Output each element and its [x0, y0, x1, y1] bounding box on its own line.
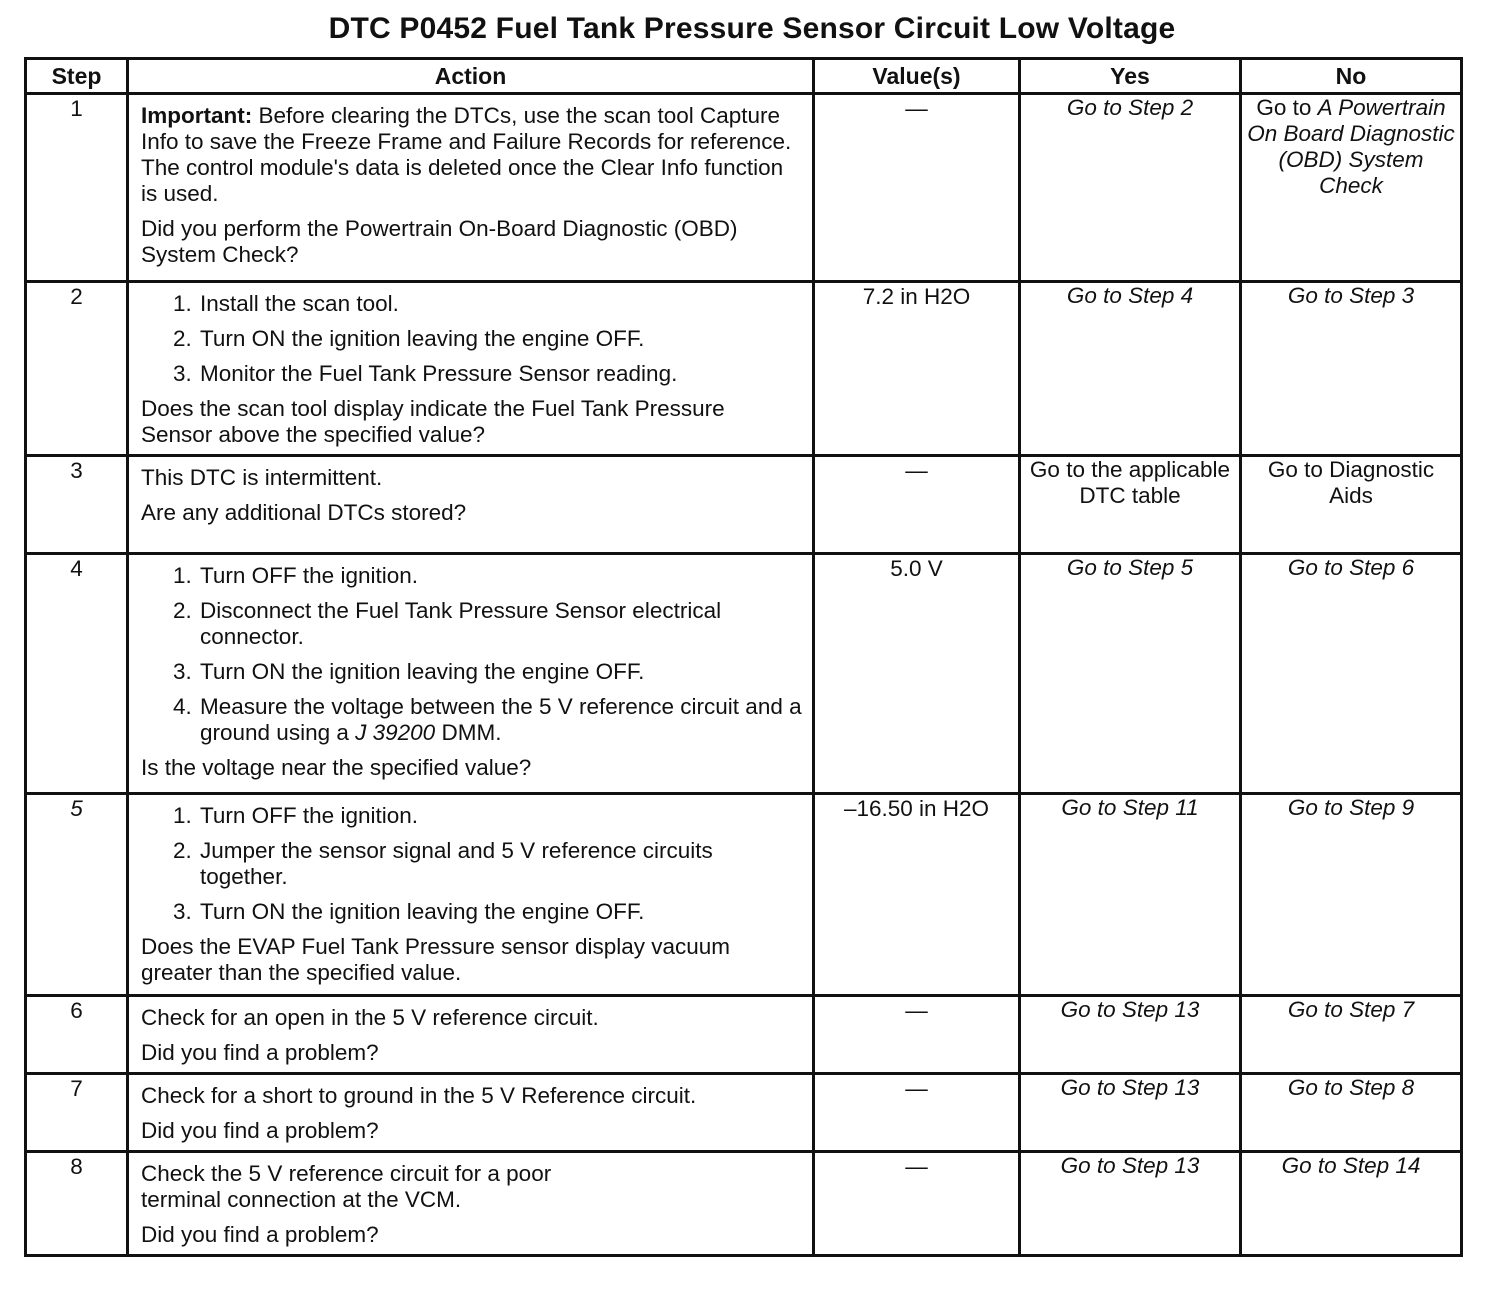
action-text: This DTC is intermittent.: [141, 465, 383, 490]
value-cell: 7.2 in H2O: [814, 282, 1020, 456]
action-text: Check for an open in the 5 V reference circuit.: [141, 1005, 599, 1030]
page-title: DTC P0452 Fuel Tank Pressure Sensor Circuit Low Voltage: [328, 12, 1176, 45]
step-number: 1: [26, 94, 128, 282]
step-number: 6: [26, 996, 128, 1074]
step-number: 3: [26, 456, 128, 554]
action-item-text: Measure the voltage between the 5 V reference circuit and a ground using a: [200, 694, 802, 745]
action-item: 1. Turn OFF the ignition.: [198, 803, 802, 829]
value-cell: —: [814, 996, 1020, 1074]
diagnostic-table: [24, 57, 1463, 1257]
no-cell: Go to Step 8: [1241, 1074, 1462, 1152]
important-label: Important:: [141, 103, 253, 128]
important-note: [141, 103, 802, 207]
column-header-action: Action: [128, 59, 814, 94]
yes-cell: Go to Step 13: [1020, 1074, 1241, 1152]
action-question: Does the scan tool display indicate the Fuel Tank Pressure Sensor above the specified value?: [141, 396, 725, 447]
header-row: [26, 59, 1462, 94]
yes-cell: Go to Step 5: [1020, 554, 1241, 794]
yes-cell: Go to Step 13: [1020, 1152, 1241, 1256]
no-cell: Go to Step 7: [1241, 996, 1462, 1074]
action-text: Check for a short to ground in the 5 V Reference circuit.: [141, 1083, 697, 1108]
action-cell: [128, 1152, 814, 1256]
value-cell: 5.0 V: [814, 554, 1020, 794]
action-cell: [128, 794, 814, 996]
table-row: [26, 1074, 1462, 1152]
action-item: 1. Turn OFF the ignition.: [198, 563, 802, 589]
action-item: 2. Jumper the sensor signal and 5 V reference circuits together.: [198, 838, 802, 890]
yes-cell: Go to the applicable DTC table: [1020, 456, 1241, 554]
action-item: 1. Install the scan tool.: [198, 291, 802, 317]
action-cell: [128, 94, 814, 282]
table-row: [26, 794, 1462, 996]
step-number: 2: [26, 282, 128, 456]
action-cell: [128, 554, 814, 794]
yes-cell: Go to Step 13: [1020, 996, 1241, 1074]
action-cell: [128, 1074, 814, 1152]
value-cell: —: [814, 1152, 1020, 1256]
action-question: Did you find a problem?: [141, 1040, 379, 1065]
action-item: [198, 694, 802, 746]
table-row: [26, 456, 1462, 554]
tool-name: J 39200: [355, 720, 436, 745]
action-question: Is the voltage near the specified value?: [141, 755, 532, 780]
action-list: [141, 563, 802, 746]
value-cell: –16.50 in H2O: [814, 794, 1020, 996]
action-question: Are any additional DTCs stored?: [141, 500, 467, 525]
action-item: 2. Disconnect the Fuel Tank Pressure Sensor electrical connector.: [198, 598, 802, 650]
table-row: [26, 1152, 1462, 1256]
action-cell: [128, 456, 814, 554]
action-cell: [128, 282, 814, 456]
action-item: 2. Turn ON the ignition leaving the engine OFF.: [198, 326, 802, 352]
step-number: 8: [26, 1152, 128, 1256]
no-prefix: Go to: [1256, 95, 1318, 120]
action-item: 3. Turn ON the ignition leaving the engine OFF.: [198, 899, 802, 925]
action-list: [141, 803, 802, 925]
no-cell: Go to Diagnostic Aids: [1241, 456, 1462, 554]
action-cell: [128, 996, 814, 1074]
no-cell: [1241, 94, 1462, 282]
action-item: 3. Monitor the Fuel Tank Pressure Sensor reading.: [198, 361, 802, 387]
step-number: 7: [26, 1074, 128, 1152]
action-question: Does the EVAP Fuel Tank Pressure sensor display vacuum greater than the specified value.: [141, 934, 731, 985]
yes-cell: Go to Step 2: [1020, 94, 1241, 282]
no-italic-link: A Powertrain On Board Diagnostic (OBD) System Check: [1247, 95, 1455, 198]
column-header-no: No: [1241, 59, 1462, 94]
action-text: Check the 5 V reference circuit for a poor terminal connection at the VCM.: [141, 1161, 552, 1212]
no-cell: Go to Step 6: [1241, 554, 1462, 794]
yes-cell: Go to Step 11: [1020, 794, 1241, 996]
column-header-values: Value(s): [814, 59, 1020, 94]
action-item: 3. Turn ON the ignition leaving the engine OFF.: [198, 659, 802, 685]
action-question: Did you find a problem?: [141, 1118, 379, 1143]
step-number: 4: [26, 554, 128, 794]
column-header-yes: Yes: [1020, 59, 1241, 94]
table-row: [26, 996, 1462, 1074]
table-row: [26, 554, 1462, 794]
step-number: 5: [26, 794, 128, 996]
no-cell: Go to Step 3: [1241, 282, 1462, 456]
yes-cell: Go to Step 4: [1020, 282, 1241, 456]
no-cell: Go to Step 14: [1241, 1152, 1462, 1256]
action-question: Did you find a problem?: [141, 1222, 379, 1247]
value-cell: —: [814, 94, 1020, 282]
table-row: [26, 94, 1462, 282]
action-question: Did you perform the Powertrain On-Board Diagnostic (OBD) System Check?: [141, 216, 738, 267]
no-cell: Go to Step 9: [1241, 794, 1462, 996]
important-text: Before clearing the DTCs, use the scan tool Capture Info to save the Freeze Frame and Failure Records for reference. The control module's data is deleted once the Clear Info function is used.: [141, 103, 792, 206]
action-list: [141, 291, 802, 387]
value-cell: —: [814, 456, 1020, 554]
table-row: [26, 282, 1462, 456]
column-header-step: Step: [26, 59, 128, 94]
action-item-text: DMM.: [435, 720, 502, 745]
value-cell: —: [814, 1074, 1020, 1152]
